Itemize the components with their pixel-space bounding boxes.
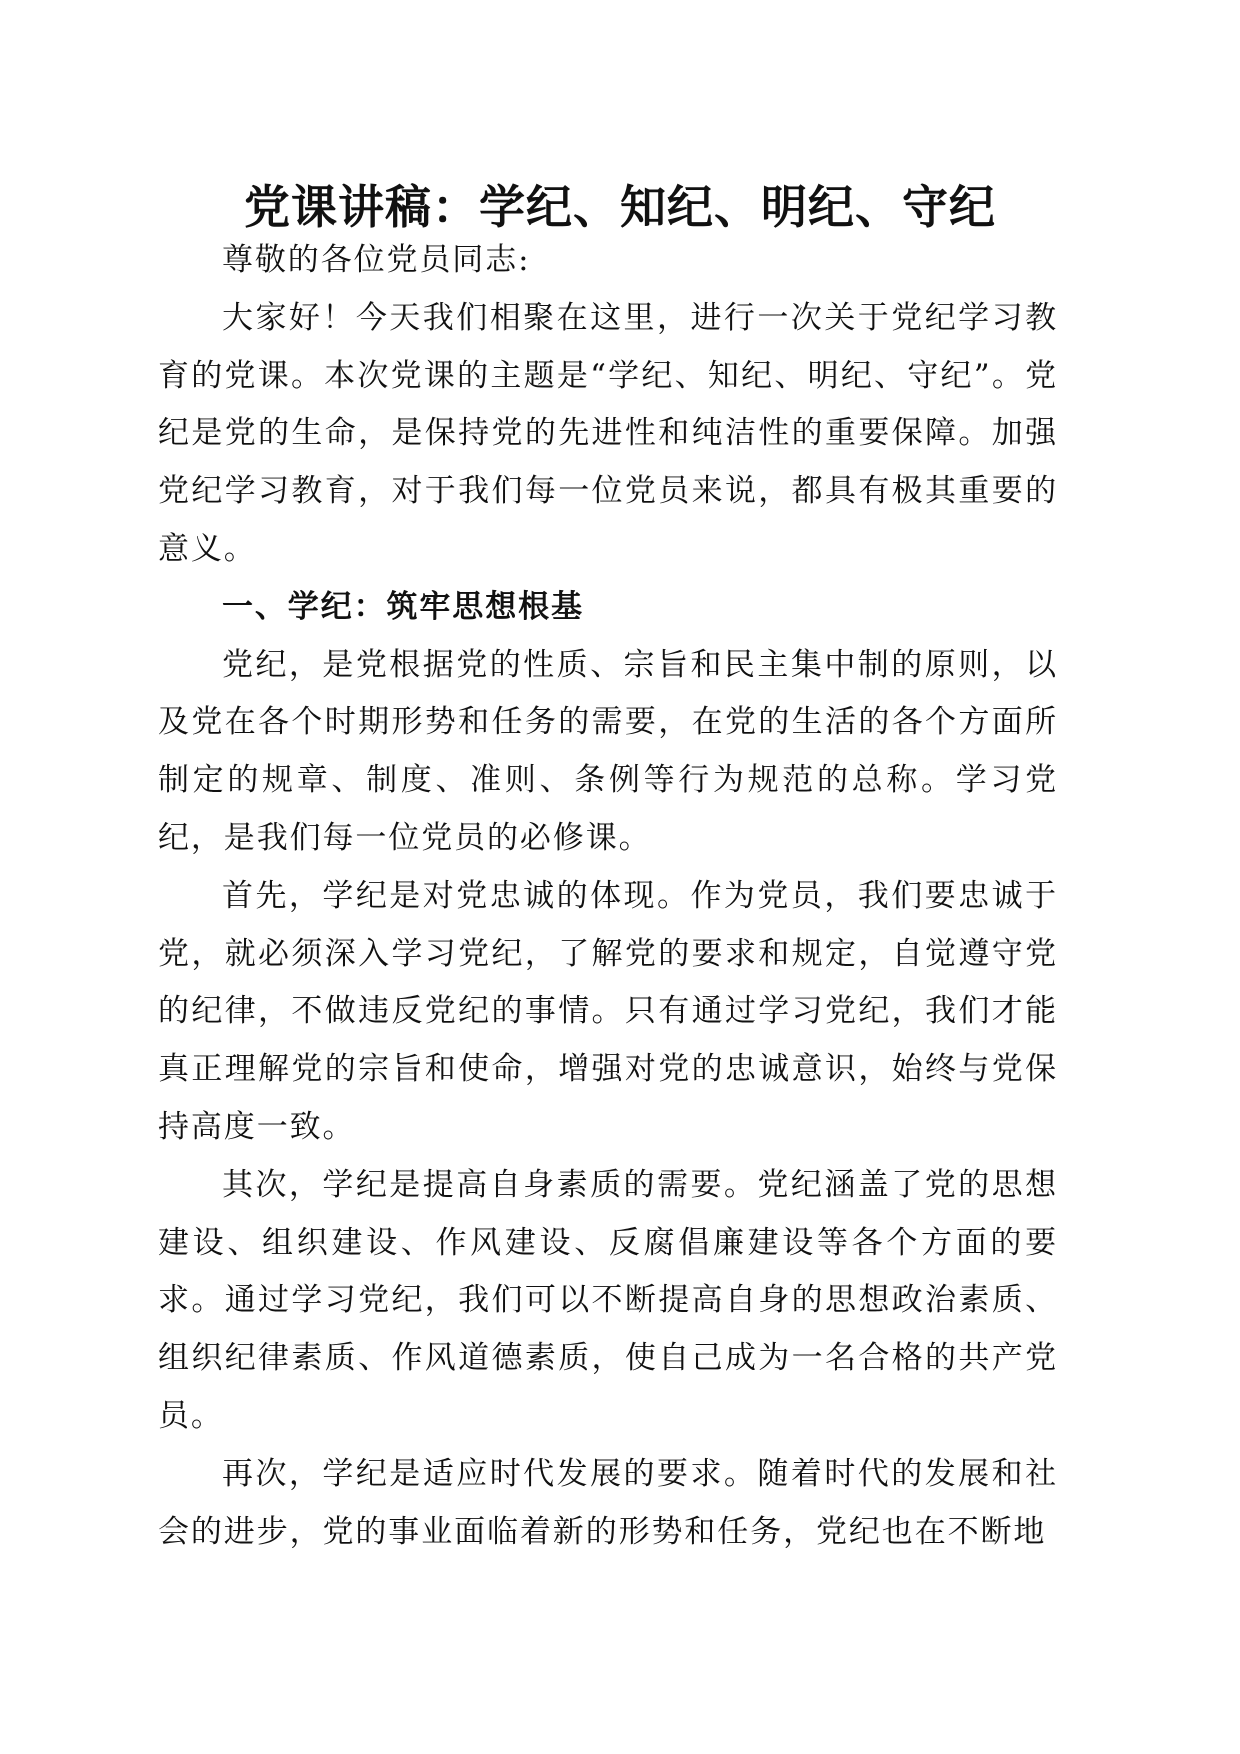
paragraph-second: 其次，学纪是提高自身素质的需要。党纪涵盖了党的思想建设、组织建设、作风建设、反腐倡廉建设等各个方面的要求。通过学习党纪，我们可以不断提高自身的思想政治素质、组织纪律素质、作风道德素质，使自己成为一名合格的共产党员。 [158,1166,1058,1434]
paragraph-third: 再次，学纪是适应时代发展的要求。随着时代的发展和社会的进步，党的事业面临着新的形势和任务，党纪也在不断地 [158,1455,1058,1550]
paragraph-definition: 党纪，是党根据党的性质、宗旨和民主集中制的原则，以及党在各个时期形势和任务的需要，在党的生活的各个方面所制定的规章、制度、准则、条例等行为规范的总称。学习党纪，是我们每一位党员的必修课。 [158,646,1058,856]
paragraph-intro: 大家好！今天我们相聚在这里，进行一次关于党纪学习教育的党课。本次党课的主题是“学纪、知纪、明纪、守纪”。党纪是党的生命，是保持党的先进性和纯洁性的重要保障。加强党纪学习教育，对于我们每一位党员来说，都具有极其重要的意义。 [158,299,1058,567]
salutation: 尊敬的各位党员同志: [222,242,531,278]
section-heading: 一、学纪：筑牢思想根基 [222,588,584,625]
paragraph-first: 首先，学纪是对党忠诚的体现。作为党员，我们要忠诚于党，就必须深入学习党纪，了解党的要求和规定，自觉遵守党的纪律，不做违反党纪的事情。只有通过学习党纪，我们才能真正理解党的宗旨和使命，增强对党的忠诚意识，始终与党保持高度一致。 [158,877,1058,1145]
document-body [158,232,1058,1561]
document-title: 党课讲稿：学纪、知纪、明纪、守纪 [244,180,996,234]
